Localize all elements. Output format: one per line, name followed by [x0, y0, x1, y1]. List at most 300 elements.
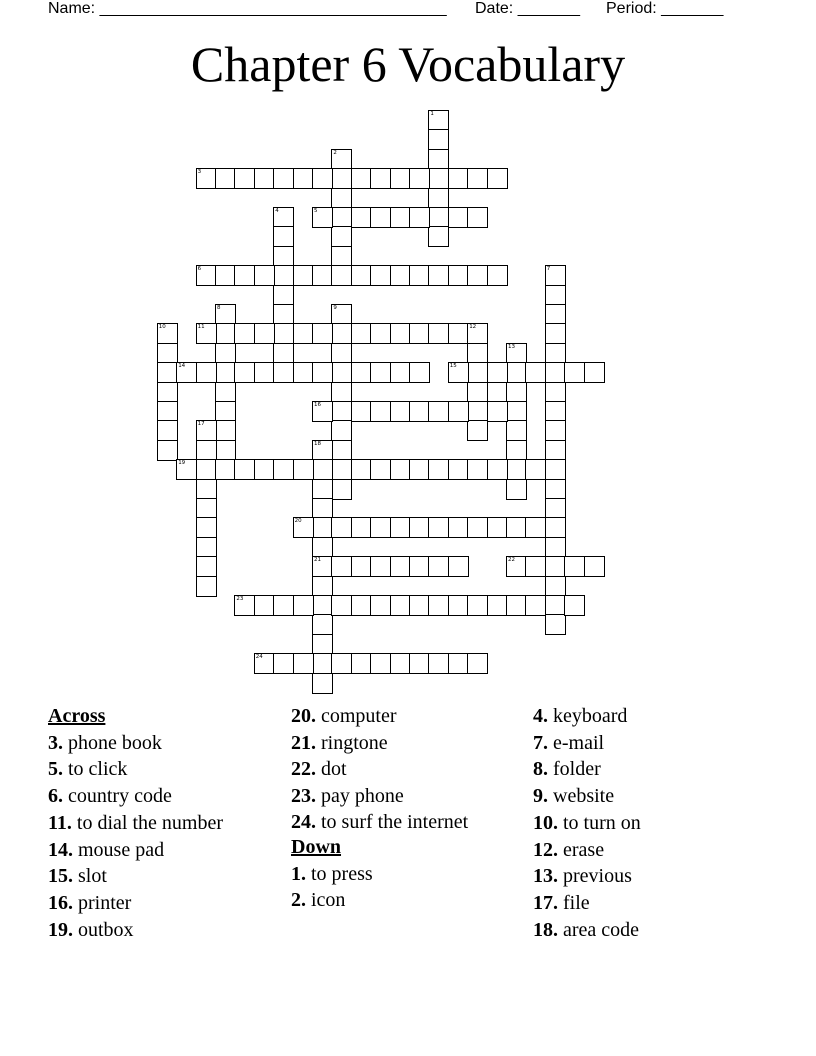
clue-item: [533, 783, 773, 810]
period-field: Period: _______: [606, 0, 724, 17]
grid-cell[interactable]: [312, 168, 333, 189]
clue-number: 2: [333, 149, 337, 156]
grid-cell[interactable]: [196, 362, 217, 383]
grid-cell[interactable]: [545, 401, 566, 422]
grid-cell[interactable]: [215, 440, 236, 461]
grid-cell[interactable]: [331, 517, 352, 538]
grid-cell[interactable]: [467, 517, 488, 538]
clue-item-number: 9.: [533, 785, 548, 808]
clue-item: [533, 810, 773, 837]
grid-cell[interactable]: [428, 323, 449, 344]
clue-number: 20: [294, 518, 302, 525]
grid-cell[interactable]: [487, 168, 508, 189]
clue-item-text: website: [553, 785, 615, 808]
grid-cell[interactable]: [448, 401, 469, 422]
grid-cell[interactable]: [254, 362, 275, 383]
grid-cell[interactable]: [428, 517, 449, 538]
grid-cell[interactable]: [331, 168, 352, 189]
grid-cell[interactable]: [467, 168, 488, 189]
grid-cell[interactable]: [370, 653, 391, 674]
grid-cell[interactable]: [390, 362, 411, 383]
grid-cell[interactable]: [331, 188, 352, 209]
grid-cell[interactable]: [273, 226, 294, 247]
clue-item-text: mouse pad: [78, 838, 165, 861]
clue-item: [291, 783, 491, 810]
grid-cell[interactable]: [254, 459, 275, 480]
grid-cell[interactable]: [370, 595, 391, 616]
grid-cell[interactable]: [545, 576, 566, 597]
grid-cell[interactable]: [312, 653, 333, 674]
grid-cell[interactable]: [234, 168, 255, 189]
grid-cell[interactable]: [506, 401, 527, 422]
clue-item: [48, 730, 278, 757]
clue-number: 9: [333, 305, 337, 311]
grid-cell[interactable]: [448, 556, 469, 577]
grid-cell[interactable]: [564, 595, 585, 616]
clue-item-number: 10.: [533, 811, 558, 834]
grid-cell[interactable]: [196, 498, 217, 519]
clue-item-number: 15.: [48, 865, 73, 888]
clue-item-number: 16.: [48, 891, 73, 914]
grid-cell[interactable]: [273, 304, 294, 325]
clue-item-text: to press: [311, 862, 373, 885]
grid-cell[interactable]: [331, 440, 352, 461]
grid-cell[interactable]: [448, 459, 469, 480]
clue-item-text: previous: [563, 865, 632, 888]
grid-cell[interactable]: [370, 207, 391, 228]
grid-cell[interactable]: [293, 265, 314, 286]
clue-item-number: 14.: [48, 838, 73, 861]
clue-item-text: to click: [68, 758, 128, 781]
grid-cell[interactable]: [331, 556, 352, 577]
grid-cell[interactable]: [293, 323, 314, 344]
grid-cell[interactable]: [545, 498, 566, 519]
clue-item-number: 11.: [48, 811, 72, 834]
grid-cell[interactable]: [428, 129, 449, 150]
clue-item: [533, 756, 773, 783]
grid-cell[interactable]: [215, 168, 236, 189]
grid-cell[interactable]: [273, 323, 294, 344]
grid-cell[interactable]: [312, 673, 333, 694]
clue-item-number: 24.: [291, 810, 316, 833]
grid-cell[interactable]: [584, 362, 605, 383]
grid-cell[interactable]: [254, 595, 275, 616]
grid-cell[interactable]: [273, 168, 294, 189]
clue-item: [291, 756, 491, 783]
grid-cell[interactable]: [428, 459, 449, 480]
grid-cell[interactable]: [487, 401, 508, 422]
grid-cell[interactable]: [196, 479, 217, 500]
grid-cell[interactable]: [545, 556, 566, 577]
grid-cell[interactable]: [273, 362, 294, 383]
grid-cell[interactable]: [487, 459, 508, 480]
grid-cell[interactable]: [390, 459, 411, 480]
clue-item-text: erase: [563, 838, 605, 861]
clue-number: 1: [430, 111, 434, 117]
grid-cell[interactable]: [312, 634, 333, 655]
grid-cell[interactable]: [525, 517, 546, 538]
grid-cell[interactable]: [254, 265, 275, 286]
grid-cell[interactable]: [215, 323, 236, 344]
grid-cell[interactable]: [428, 207, 449, 228]
grid-cell[interactable]: [273, 595, 294, 616]
clue-number: 14: [178, 363, 186, 370]
clue-item-number: 3.: [48, 731, 63, 754]
grid-cell[interactable]: [390, 323, 411, 344]
clue-item: [291, 887, 491, 914]
grid-cell[interactable]: [331, 401, 352, 422]
grid-cell[interactable]: [409, 653, 430, 674]
grid-cell[interactable]: [312, 576, 333, 597]
grid-cell[interactable]: [506, 362, 527, 383]
grid-cell[interactable]: [390, 207, 411, 228]
grid-cell[interactable]: [370, 265, 391, 286]
grid-cell[interactable]: [506, 459, 527, 480]
grid-cell[interactable]: [331, 362, 352, 383]
clue-item-text: file: [563, 891, 590, 914]
grid-cell[interactable]: [448, 265, 469, 286]
clue-number: 21: [314, 557, 321, 564]
grid-cell[interactable]: [215, 382, 236, 403]
clue-item-number: 17.: [533, 891, 558, 914]
grid-cell[interactable]: [293, 168, 314, 189]
grid-cell[interactable]: [525, 362, 546, 383]
grid-cell[interactable]: [234, 459, 255, 480]
grid-cell[interactable]: [467, 401, 488, 422]
grid-cell[interactable]: [273, 265, 294, 286]
clue-number: 3: [197, 169, 202, 176]
grid-cell[interactable]: [331, 207, 352, 228]
grid-cell[interactable]: [545, 420, 566, 441]
grid-cell[interactable]: [234, 323, 255, 344]
grid-cell[interactable]: [467, 362, 488, 383]
grid-cell[interactable]: [351, 459, 372, 480]
grid-cell[interactable]: [351, 265, 372, 286]
grid-cell[interactable]: [196, 440, 217, 461]
grid-cell[interactable]: [312, 498, 333, 519]
grid-cell[interactable]: [564, 362, 585, 383]
clue-item: [48, 917, 278, 944]
clue-item-number: 20.: [291, 705, 316, 727]
clue-item-text: e-mail: [553, 731, 605, 754]
grid-cell[interactable]: [254, 168, 275, 189]
grid-cell[interactable]: [312, 517, 333, 538]
clue-item-text: icon: [311, 889, 346, 912]
clue-item: [291, 810, 491, 834]
grid-cell[interactable]: [409, 556, 430, 577]
grid-cell[interactable]: [487, 362, 508, 383]
grid-cell[interactable]: [351, 595, 372, 616]
grid-cell[interactable]: [545, 459, 566, 480]
grid-cell[interactable]: [467, 265, 488, 286]
grid-cell[interactable]: [331, 226, 352, 247]
grid-cell[interactable]: [331, 595, 352, 616]
grid-cell[interactable]: [409, 401, 430, 422]
grid-cell[interactable]: [157, 401, 178, 422]
grid-cell[interactable]: [390, 401, 411, 422]
grid-cell[interactable]: [196, 556, 217, 577]
grid-cell[interactable]: [409, 323, 430, 344]
grid-cell[interactable]: [545, 595, 566, 616]
grid-cell[interactable]: [467, 420, 488, 441]
clue-number: 6: [197, 266, 202, 273]
clue-item-number: 23.: [291, 785, 316, 808]
grid-cell[interactable]: [370, 459, 391, 480]
grid-cell[interactable]: [351, 653, 372, 674]
grid-cell[interactable]: [312, 537, 333, 558]
clue-item: [533, 890, 773, 917]
grid-cell[interactable]: [409, 207, 430, 228]
clue-number: 5: [314, 208, 318, 214]
grid-cell[interactable]: [273, 246, 294, 267]
grid-cell[interactable]: [370, 517, 391, 538]
grid-cell[interactable]: [331, 382, 352, 403]
grid-cell[interactable]: [351, 556, 372, 577]
grid-cell[interactable]: [525, 556, 546, 577]
grid-cell[interactable]: [293, 595, 314, 616]
grid-cell[interactable]: [312, 362, 333, 383]
grid-cell[interactable]: [331, 420, 352, 441]
grid-cell[interactable]: [564, 556, 585, 577]
clue-number: 19: [178, 460, 186, 467]
grid-cell[interactable]: [157, 343, 178, 364]
grid-cell[interactable]: [254, 323, 275, 344]
clue-item-text: pay phone: [321, 785, 404, 808]
grid-cell[interactable]: [448, 323, 469, 344]
grid-cell[interactable]: [390, 517, 411, 538]
grid-cell[interactable]: [312, 479, 333, 500]
grid-cell[interactable]: [215, 420, 236, 441]
grid-cell[interactable]: [390, 556, 411, 577]
grid-cell[interactable]: [331, 459, 352, 480]
clue-number: 17: [197, 421, 205, 428]
grid-cell[interactable]: [331, 265, 352, 286]
grid-cell[interactable]: [351, 362, 372, 383]
grid-cell[interactable]: [157, 420, 178, 441]
clue-item-text: keyboard: [553, 705, 628, 727]
grid-cell[interactable]: [584, 556, 605, 577]
grid-cell[interactable]: [428, 595, 449, 616]
grid-cell[interactable]: [331, 323, 352, 344]
grid-cell[interactable]: [351, 168, 372, 189]
grid-cell[interactable]: [215, 459, 236, 480]
grid-cell[interactable]: [467, 382, 488, 403]
grid-cell[interactable]: [196, 576, 217, 597]
clue-item-number: 7.: [533, 731, 548, 754]
grid-cell[interactable]: [196, 459, 217, 480]
grid-cell[interactable]: [409, 595, 430, 616]
grid-cell[interactable]: [409, 362, 430, 383]
grid-cell[interactable]: [525, 459, 546, 480]
clue-number: 15: [449, 363, 457, 370]
grid-cell[interactable]: [506, 440, 527, 461]
grid-cell[interactable]: [467, 459, 488, 480]
grid-cell[interactable]: [293, 653, 314, 674]
grid-cell[interactable]: [293, 459, 314, 480]
grid-cell[interactable]: [273, 285, 294, 306]
clue-item-text: to surf the internet: [321, 810, 469, 833]
grid-cell[interactable]: [428, 653, 449, 674]
clue-item-number: 21.: [291, 731, 316, 754]
clue-item: [48, 837, 278, 864]
grid-cell[interactable]: [312, 323, 333, 344]
grid-cell[interactable]: [428, 226, 449, 247]
clue-item: [291, 703, 491, 730]
grid-cell[interactable]: [545, 285, 566, 306]
grid-cell[interactable]: [331, 343, 352, 364]
grid-cell[interactable]: [506, 420, 527, 441]
grid-cell[interactable]: [545, 614, 566, 635]
grid-cell[interactable]: [467, 343, 488, 364]
grid-cell[interactable]: [196, 537, 217, 558]
grid-cell[interactable]: [390, 168, 411, 189]
grid-cell[interactable]: [506, 595, 527, 616]
grid-cell[interactable]: [293, 362, 314, 383]
clue-item: [533, 863, 773, 890]
grid-cell[interactable]: [331, 479, 352, 500]
grid-cell[interactable]: [331, 653, 352, 674]
clues-column-1: [48, 703, 278, 943]
grid-cell[interactable]: [196, 517, 217, 538]
clue-item-number: 22.: [291, 758, 316, 781]
grid-cell[interactable]: [351, 323, 372, 344]
grid-cell[interactable]: [487, 517, 508, 538]
clue-number: 11: [197, 324, 205, 331]
grid-cell[interactable]: [545, 479, 566, 500]
grid-cell[interactable]: [545, 362, 566, 383]
grid-cell[interactable]: [448, 595, 469, 616]
down-heading: Down: [291, 835, 342, 858]
grid-cell[interactable]: [390, 595, 411, 616]
name-field: Name: _______________________________________: [48, 0, 447, 17]
grid-cell[interactable]: [312, 459, 333, 480]
grid-cell[interactable]: [370, 401, 391, 422]
grid-cell[interactable]: [448, 517, 469, 538]
clue-item-number: 18.: [533, 918, 558, 941]
grid-cell[interactable]: [409, 517, 430, 538]
grid-cell[interactable]: [428, 265, 449, 286]
grid-cell[interactable]: [215, 343, 236, 364]
grid-cell[interactable]: [215, 362, 236, 383]
date-field: Date: _______: [475, 0, 580, 17]
clue-item-text: to dial the number: [76, 811, 223, 834]
grid-cell[interactable]: [234, 265, 255, 286]
grid-cell[interactable]: [351, 401, 372, 422]
clue-number: 22: [508, 557, 515, 564]
clue-item-text: printer: [78, 891, 132, 914]
grid-cell[interactable]: [157, 362, 178, 383]
grid-cell[interactable]: [157, 440, 178, 461]
grid-cell[interactable]: [545, 304, 566, 325]
grid-cell[interactable]: [467, 207, 488, 228]
across-heading: Across: [48, 705, 106, 727]
grid-cell[interactable]: [428, 168, 449, 189]
clues-column-2: [291, 703, 491, 914]
grid-cell[interactable]: [390, 653, 411, 674]
grid-cell[interactable]: [370, 323, 391, 344]
grid-cell[interactable]: [487, 265, 508, 286]
clue-item: [533, 730, 773, 757]
grid-cell[interactable]: [506, 382, 527, 403]
clue-item-text: computer: [321, 705, 397, 727]
clue-item: [533, 703, 773, 730]
grid-cell[interactable]: [234, 362, 255, 383]
grid-cell[interactable]: [351, 207, 372, 228]
grid-cell[interactable]: [409, 265, 430, 286]
grid-cell[interactable]: [545, 343, 566, 364]
grid-cell[interactable]: [545, 382, 566, 403]
clue-item-text: ringtone: [321, 731, 388, 754]
grid-cell[interactable]: [331, 246, 352, 267]
grid-cell[interactable]: [487, 595, 508, 616]
clue-item-number: 6.: [48, 785, 63, 808]
grid-cell[interactable]: [351, 517, 372, 538]
grid-cell[interactable]: [428, 556, 449, 577]
clue-item-number: 13.: [533, 865, 558, 888]
clues-column-3: [533, 703, 773, 943]
clue-item: [533, 917, 773, 944]
grid-cell[interactable]: [428, 188, 449, 209]
grid-cell[interactable]: [370, 168, 391, 189]
grid-cell[interactable]: [390, 265, 411, 286]
clue-item: [48, 863, 278, 890]
clue-item: [48, 783, 278, 810]
clue-number: 16: [314, 402, 321, 408]
clue-item: [291, 861, 491, 888]
clue-item-text: slot: [78, 865, 107, 888]
grid-cell[interactable]: [525, 595, 546, 616]
clue-number: 18: [314, 440, 321, 447]
grid-cell[interactable]: [370, 556, 391, 577]
grid-cell[interactable]: [545, 323, 566, 344]
grid-cell[interactable]: [448, 207, 469, 228]
clue-item-number: 5.: [48, 758, 63, 781]
clue-number: 23: [236, 596, 244, 602]
clue-number: 13: [508, 343, 515, 350]
clue-item: [533, 837, 773, 864]
grid-cell[interactable]: [448, 168, 469, 189]
clue-item-text: folder: [553, 758, 601, 781]
grid-cell[interactable]: [545, 440, 566, 461]
grid-cell[interactable]: [273, 343, 294, 364]
clue-item: [291, 730, 491, 757]
grid-cell[interactable]: [506, 517, 527, 538]
grid-cell[interactable]: [273, 459, 294, 480]
grid-cell[interactable]: [273, 653, 294, 674]
grid-cell[interactable]: [467, 595, 488, 616]
grid-cell[interactable]: [545, 517, 566, 538]
grid-cell[interactable]: [312, 614, 333, 635]
grid-cell[interactable]: [312, 595, 333, 616]
grid-cell[interactable]: [428, 401, 449, 422]
grid-cell[interactable]: [506, 479, 527, 500]
grid-cell[interactable]: [370, 362, 391, 383]
clue-item: [48, 890, 278, 917]
grid-cell[interactable]: [157, 382, 178, 403]
clue-item-number: 12.: [533, 838, 558, 861]
grid-cell[interactable]: [409, 459, 430, 480]
clue-number: 10: [158, 324, 166, 331]
clue-item: [48, 756, 278, 783]
grid-cell[interactable]: [215, 265, 236, 286]
grid-cell[interactable]: [467, 653, 488, 674]
grid-cell[interactable]: [215, 401, 236, 422]
grid-cell[interactable]: [428, 149, 449, 170]
grid-cell[interactable]: [409, 168, 430, 189]
grid-cell[interactable]: [545, 537, 566, 558]
grid-cell[interactable]: [312, 265, 333, 286]
grid-cell[interactable]: [448, 653, 469, 674]
